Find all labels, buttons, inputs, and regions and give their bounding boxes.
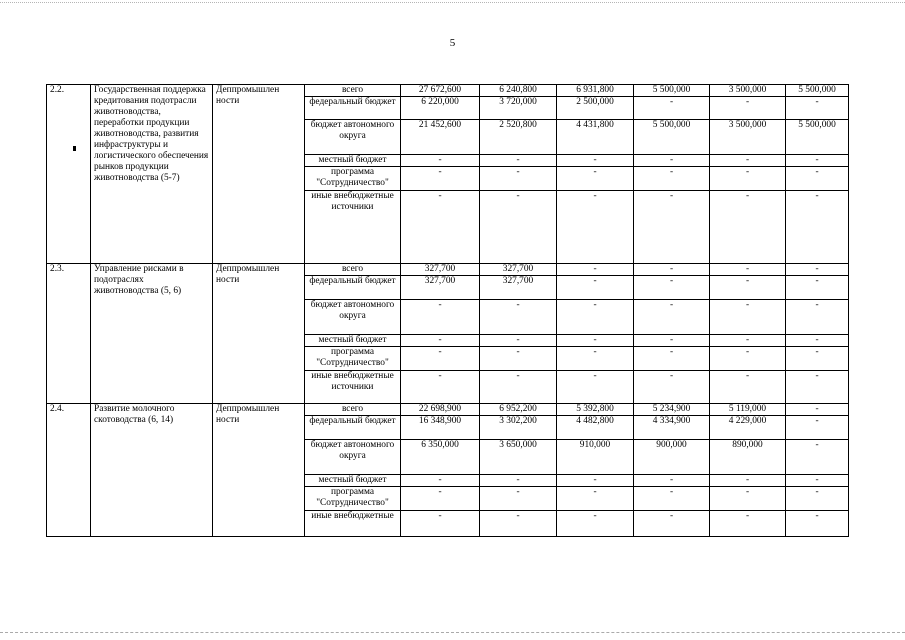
amount-cell: -: [401, 191, 480, 264]
item-number: 2.2.: [47, 85, 91, 264]
amount-cell: -: [634, 475, 710, 487]
amount-cell: -: [710, 335, 786, 347]
amount-cell: 5 392,800: [557, 404, 634, 416]
amount-cell: -: [710, 475, 786, 487]
amount-cell: -: [557, 347, 634, 371]
task-name: Управление рисками в подотраслях животноводства (5, 6): [91, 264, 213, 404]
amount-cell: -: [557, 155, 634, 167]
amount-cell: -: [786, 371, 849, 404]
amount-cell: -: [786, 264, 849, 276]
amount-cell: -: [401, 511, 480, 537]
scan-edge-bottom: [0, 632, 905, 634]
amount-cell: -: [480, 335, 557, 347]
amount-cell: -: [634, 191, 710, 264]
amount-cell: -: [634, 347, 710, 371]
amount-cell: -: [710, 191, 786, 264]
amount-cell: 4 334,900: [634, 416, 710, 440]
task-name: Государственная поддержка кредитования подотрасли животноводства, переработки продукции животноводства, развития инфраструктуры и логистического обеспечения рынков продукции животноводства (5-7): [91, 85, 213, 264]
amount-cell: -: [634, 276, 710, 300]
funding-source: иные внебюджетные источники: [305, 371, 401, 404]
amount-cell: -: [557, 167, 634, 191]
scan-edge-top: [0, 2, 905, 4]
amount-cell: -: [480, 155, 557, 167]
amount-cell: 4 482,800: [557, 416, 634, 440]
funding-source: программа "Сотрудничество": [305, 347, 401, 371]
amount-cell: -: [786, 97, 849, 120]
funding-source: всего: [305, 85, 401, 97]
amount-cell: -: [710, 300, 786, 335]
amount-cell: -: [557, 487, 634, 511]
funding-source: программа "Сотрудничество": [305, 167, 401, 191]
amount-cell: -: [557, 475, 634, 487]
amount-cell: -: [557, 191, 634, 264]
amount-cell: -: [401, 347, 480, 371]
amount-cell: -: [710, 276, 786, 300]
amount-cell: 5 500,000: [634, 85, 710, 97]
amount-cell: 3 302,200: [480, 416, 557, 440]
amount-cell: -: [401, 335, 480, 347]
amount-cell: -: [480, 167, 557, 191]
funding-source: иные внебюджетные источники: [305, 191, 401, 264]
funding-source: федеральный бюджет: [305, 276, 401, 300]
executor: Деппромышлен ности: [213, 404, 305, 537]
amount-cell: -: [710, 264, 786, 276]
amount-cell: -: [401, 487, 480, 511]
item-number: 2.4.: [47, 404, 91, 537]
amount-cell: -: [557, 276, 634, 300]
amount-cell: -: [786, 276, 849, 300]
executor: Деппромышлен ности: [213, 85, 305, 264]
page-number: 5: [449, 37, 456, 49]
amount-cell: 5 500,000: [786, 120, 849, 155]
amount-cell: -: [786, 404, 849, 416]
amount-cell: -: [786, 167, 849, 191]
amount-cell: 3 500,000: [710, 120, 786, 155]
amount-cell: -: [557, 511, 634, 537]
amount-cell: -: [786, 416, 849, 440]
amount-cell: 4 229,000: [710, 416, 786, 440]
amount-cell: -: [710, 347, 786, 371]
amount-cell: -: [480, 191, 557, 264]
table-row: [47, 264, 849, 276]
amount-cell: -: [786, 191, 849, 264]
amount-cell: -: [634, 511, 710, 537]
amount-cell: 327,700: [401, 264, 480, 276]
amount-cell: 2 500,000: [557, 97, 634, 120]
amount-cell: -: [480, 511, 557, 537]
amount-cell: 21 452,600: [401, 120, 480, 155]
funding-source: всего: [305, 264, 401, 276]
funding-source: местный бюджет: [305, 335, 401, 347]
item-number: 2.3.: [47, 264, 91, 404]
funding-source: местный бюджет: [305, 475, 401, 487]
amount-cell: -: [786, 155, 849, 167]
amount-cell: 6 952,200: [480, 404, 557, 416]
amount-cell: -: [634, 264, 710, 276]
amount-cell: -: [786, 300, 849, 335]
funding-source: бюджет автономного округа: [305, 300, 401, 335]
amount-cell: -: [480, 487, 557, 511]
amount-cell: -: [786, 511, 849, 537]
table-row: [47, 85, 849, 97]
amount-cell: -: [710, 155, 786, 167]
budget-table: [46, 84, 849, 537]
amount-cell: -: [786, 440, 849, 475]
amount-cell: -: [401, 167, 480, 191]
amount-cell: 6 350,000: [401, 440, 480, 475]
executor: Деппромышлен ности: [213, 264, 305, 404]
amount-cell: -: [557, 335, 634, 347]
amount-cell: -: [557, 300, 634, 335]
amount-cell: -: [480, 475, 557, 487]
amount-cell: -: [480, 300, 557, 335]
funding-source: бюджет автономного округа: [305, 440, 401, 475]
amount-cell: -: [557, 264, 634, 276]
amount-cell: 3 720,000: [480, 97, 557, 120]
amount-cell: -: [786, 475, 849, 487]
funding-source: местный бюджет: [305, 155, 401, 167]
amount-cell: -: [634, 371, 710, 404]
amount-cell: 327,700: [480, 264, 557, 276]
amount-cell: 327,700: [480, 276, 557, 300]
amount-cell: -: [401, 475, 480, 487]
amount-cell: -: [634, 167, 710, 191]
amount-cell: 6 220,000: [401, 97, 480, 120]
amount-cell: 5 234,900: [634, 404, 710, 416]
amount-cell: -: [786, 487, 849, 511]
amount-cell: -: [710, 371, 786, 404]
amount-cell: 3 500,000: [710, 85, 786, 97]
table-row: [47, 404, 849, 416]
amount-cell: -: [634, 97, 710, 120]
amount-cell: 27 672,600: [401, 85, 480, 97]
amount-cell: -: [634, 335, 710, 347]
amount-cell: 5 119,000: [710, 404, 786, 416]
funding-source: иные внебюджетные: [305, 511, 401, 537]
amount-cell: 6 240,800: [480, 85, 557, 97]
funding-source: федеральный бюджет: [305, 416, 401, 440]
amount-cell: 2 520,800: [480, 120, 557, 155]
amount-cell: -: [710, 97, 786, 120]
task-name: Развитие молочного скотоводства (6, 14): [91, 404, 213, 537]
amount-cell: -: [401, 155, 480, 167]
amount-cell: -: [710, 167, 786, 191]
funding-source: всего: [305, 404, 401, 416]
amount-cell: -: [634, 487, 710, 511]
amount-cell: 4 431,800: [557, 120, 634, 155]
amount-cell: -: [634, 300, 710, 335]
funding-source: бюджет автономного округа: [305, 120, 401, 155]
amount-cell: -: [557, 371, 634, 404]
amount-cell: -: [786, 335, 849, 347]
amount-cell: -: [480, 347, 557, 371]
amount-cell: 16 348,900: [401, 416, 480, 440]
amount-cell: -: [786, 347, 849, 371]
amount-cell: 3 650,000: [480, 440, 557, 475]
funding-source: программа "Сотрудничество": [305, 487, 401, 511]
amount-cell: -: [401, 371, 480, 404]
amount-cell: 327,700: [401, 276, 480, 300]
amount-cell: 5 500,000: [786, 85, 849, 97]
amount-cell: 900,000: [634, 440, 710, 475]
amount-cell: -: [710, 487, 786, 511]
amount-cell: 910,000: [557, 440, 634, 475]
amount-cell: 6 931,800: [557, 85, 634, 97]
amount-cell: -: [401, 300, 480, 335]
amount-cell: -: [480, 371, 557, 404]
amount-cell: -: [710, 511, 786, 537]
amount-cell: 890,000: [710, 440, 786, 475]
amount-cell: -: [634, 155, 710, 167]
funding-source: федеральный бюджет: [305, 97, 401, 120]
amount-cell: 5 500,000: [634, 120, 710, 155]
amount-cell: 22 698,900: [401, 404, 480, 416]
